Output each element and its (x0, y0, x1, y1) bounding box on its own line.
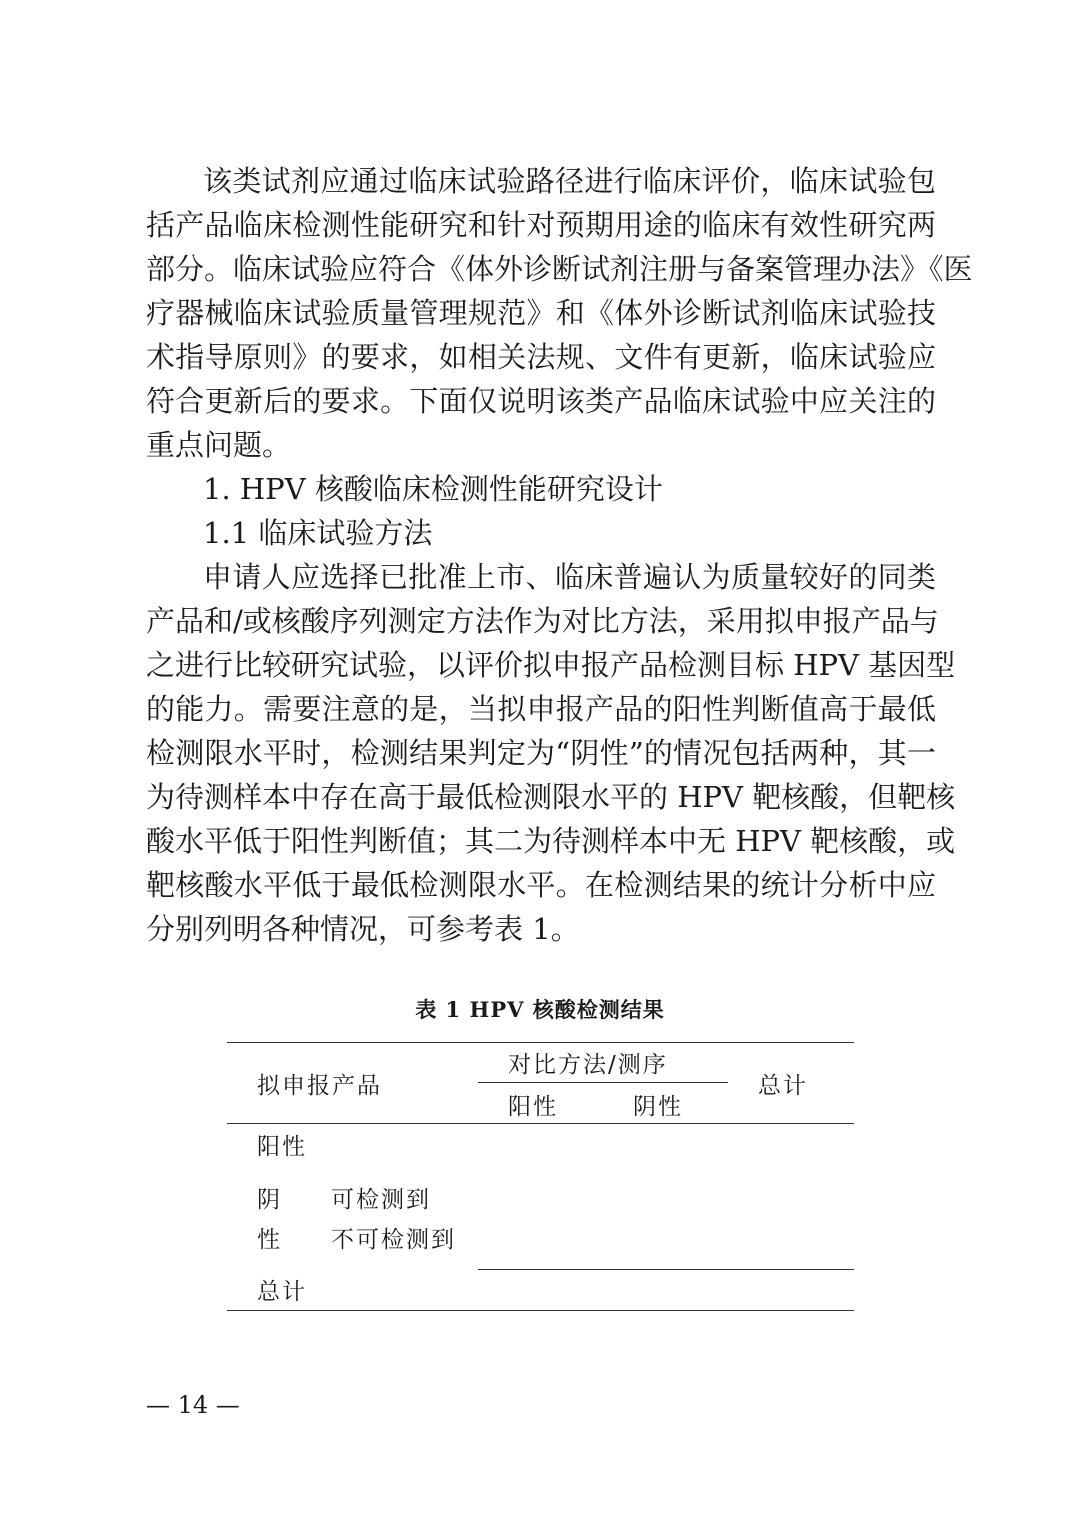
paragraph-2-line-1: 申请人应选择已批准上市、临床普遍认为质量较好的同类 (203, 560, 936, 594)
header-total: 总计 (758, 1073, 808, 1099)
paragraph-2-line-6: 为待测样本中存在高于最低检测限水平的 HPV 靶核酸，但靶核 (146, 780, 956, 814)
paragraph-1-line-3: 部分。临床试验应符合《体外诊断试剂注册与备案管理办法》《医 (146, 252, 973, 286)
row-negative-label-char1: 阴 (257, 1187, 282, 1213)
paragraph-2-line-7: 酸水平低于阳性判断值；其二为待测样本中无 HPV 靶核酸，或 (146, 824, 956, 858)
paragraph-2-line-3: 之进行比较研究试验，以评价拟申报产品检测目标 HPV 基因型 (146, 648, 956, 682)
paragraph-1-line-1: 该类试剂应通过临床试验路径进行临床评价，临床试验包 (203, 164, 936, 198)
row-positive-label: 阳性 (257, 1134, 307, 1160)
paragraph-1-line-5: 术指导原则》的要求，如相关法规、文件有更新，临床试验应 (146, 340, 936, 374)
table-inner-rule (478, 1269, 854, 1270)
paragraph-2-line-9: 分别列明各种情况，可参考表 1。 (146, 912, 580, 946)
paragraph-1-line-4: 疗器械临床试验质量管理规范》和《体外诊断试剂临床试验技 (146, 296, 936, 330)
header-compare: 对比方法/测序 (508, 1052, 668, 1078)
paragraph-1-line-7: 重点问题。 (146, 428, 292, 462)
paragraph-2-line-2: 产品和/或核酸序列测定方法作为对比方法，采用拟申报产品与 (146, 604, 939, 638)
paragraph-2-line-5: 检测限水平时，检测结果判定为“阴性”的情况包括两种，其一 (146, 736, 936, 770)
table-bottom-rule (227, 1310, 854, 1311)
table-caption: 表 1 HPV 核酸检测结果 (415, 997, 665, 1022)
header-negative: 阴性 (633, 1094, 683, 1120)
table-subheader-rule (478, 1082, 728, 1083)
paragraph-1-line-2: 括产品临床检测性能研究和针对预期用途的临床有效性研究两 (146, 208, 936, 242)
paragraph-2-line-4: 的能力。需要注意的是，当拟申报产品的阳性判断值高于最低 (146, 692, 936, 726)
paragraph-2-line-8: 靶核酸水平低于最低检测限水平。在检测结果的统计分析中应 (146, 868, 936, 902)
section-heading-1-1: 1.1 临床试验方法 (203, 516, 433, 550)
table-header-rule (227, 1123, 854, 1124)
header-product: 拟申报产品 (257, 1073, 382, 1099)
page-number: — 14 — (146, 1391, 240, 1419)
row-negative-label-char2: 性 (257, 1227, 282, 1253)
row-detectable-label: 可检测到 (331, 1187, 431, 1213)
section-heading-1: 1. HPV 核酸临床检测性能研究设计 (203, 472, 663, 506)
row-total-label: 总计 (257, 1279, 307, 1305)
header-positive: 阳性 (508, 1094, 558, 1120)
paragraph-1-line-6: 符合更新后的要求。下面仅说明该类产品临床试验中应关注的 (146, 384, 936, 418)
row-undetectable-label: 不可检测到 (331, 1227, 456, 1253)
table-top-rule (227, 1042, 854, 1043)
